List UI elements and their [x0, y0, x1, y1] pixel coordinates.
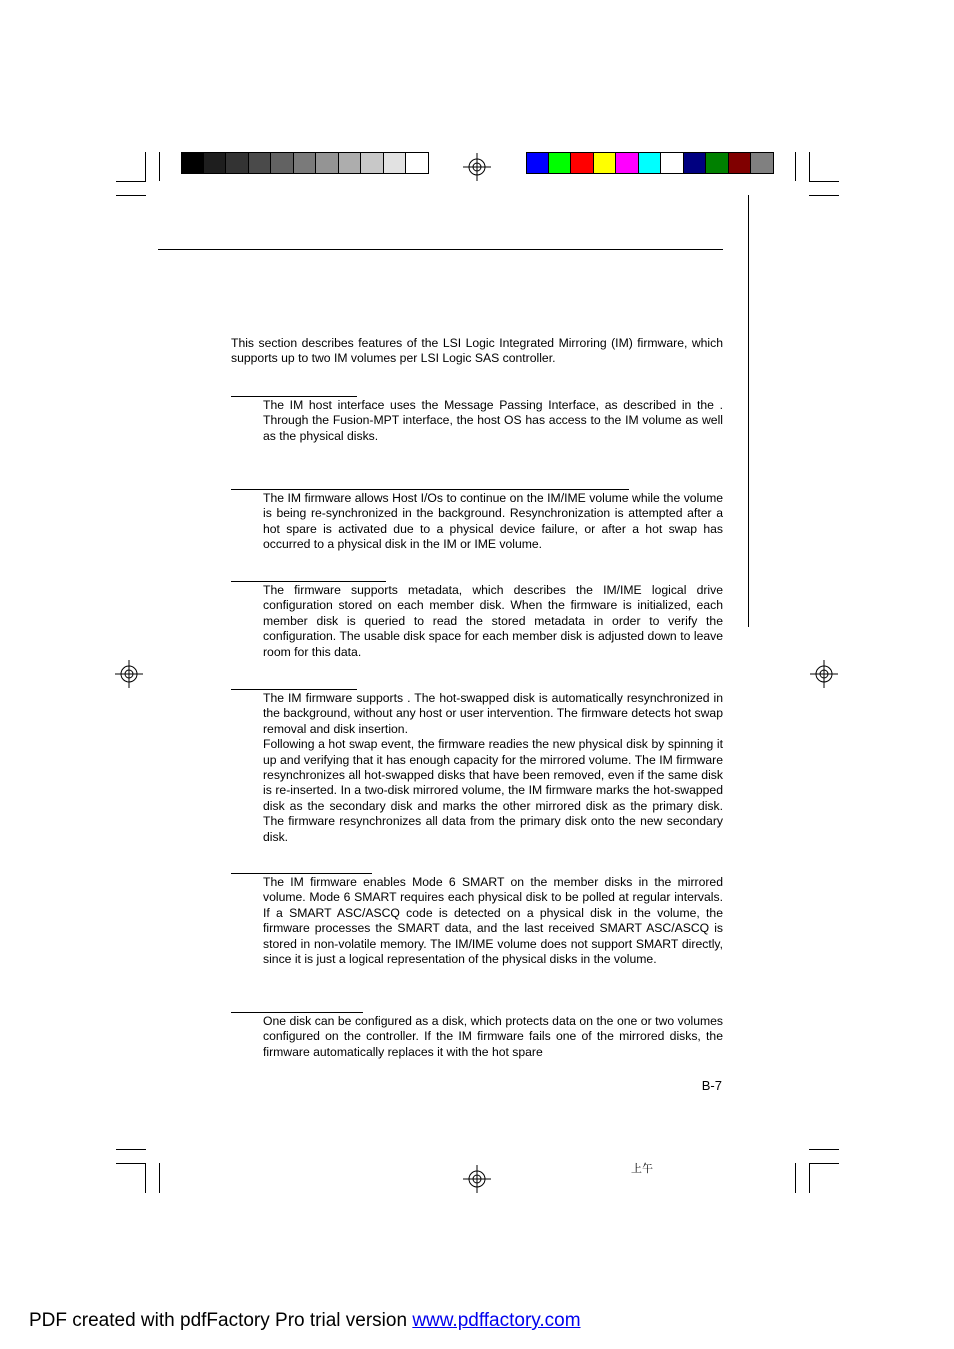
registration-mark-left — [115, 660, 143, 688]
gray-swatch — [361, 152, 384, 174]
crop-mark-top-left-h2 — [116, 195, 146, 196]
registration-mark-top — [463, 153, 491, 181]
crop-mark-bottom-right-h — [809, 1163, 839, 1164]
section-text-smart: The IM firmware enables Mode 6 SMART on the member disks in the mirrored volume. Mode 6 SMART requires each physical disk to be polled at regular intervals. If a SMART ASC/ASCQ code is detected on a physical disk in the volume, the firmware processes the SMART data, and the last received SMART ASC/ASCQ is stored in non-volatile memory. The IM/IME volume does not support SMART directly, since it is just a logical representation of the physical disks in the volume. — [263, 875, 723, 967]
color-swatch — [594, 152, 617, 174]
gray-swatch — [316, 152, 339, 174]
crop-mark-top-left-v1 — [145, 152, 146, 181]
color-swatch — [526, 152, 549, 174]
gray-swatch — [271, 152, 294, 174]
gray-swatch — [384, 152, 407, 174]
printer-time-mark: 上午 — [631, 1162, 653, 1175]
color-swatch — [706, 152, 729, 174]
crop-mark-bottom-left-v1 — [145, 1163, 146, 1193]
color-swatch — [571, 152, 594, 174]
color-swatch — [639, 152, 662, 174]
section-text-hot-swap — [263, 691, 723, 845]
gray-swatch — [406, 152, 429, 174]
hot-swap-paragraph-1: The IM firmware supports . The hot-swapped disk is automatically resynchronized in the background, without any host or user intervention. The firmware detects hot swap removal and disk insertion. — [263, 691, 723, 736]
crop-mark-top-right-v1 — [795, 152, 796, 181]
section-rule-hot-swap — [231, 689, 357, 690]
crop-mark-bottom-right-v1 — [795, 1163, 796, 1193]
registration-mark-right — [810, 660, 838, 688]
registration-mark-bottom — [463, 1165, 491, 1193]
footer-text: PDF created with pdfFactory Pro trial version — [29, 1310, 413, 1331]
section-rule-metadata — [231, 581, 386, 582]
intro-paragraph: This section describes features of the LSI Logic Integrated Mirroring (IM) firmware, which supports up to two IM volumes per LSI Logic SAS controller. — [231, 336, 723, 366]
header-rule — [158, 249, 723, 250]
crop-mark-top-left-h — [116, 181, 146, 182]
color-swatch — [616, 152, 639, 174]
gray-swatch — [339, 152, 362, 174]
crop-mark-bottom-right-h2 — [809, 1149, 839, 1150]
gray-calibration-strip — [181, 152, 429, 174]
section-rule-smart — [231, 873, 372, 874]
color-swatch — [751, 152, 774, 174]
color-swatch — [684, 152, 707, 174]
crop-mark-top-right-v2 — [809, 152, 810, 181]
gray-swatch — [249, 152, 272, 174]
section-rule-hot-spare — [231, 1012, 363, 1013]
crop-mark-bottom-left-h2 — [116, 1149, 146, 1150]
color-calibration-strip — [526, 152, 774, 174]
section-rule-host-interface — [231, 396, 357, 397]
gray-swatch — [181, 152, 204, 174]
section-text-host-interface: The IM host interface uses the Message Passing Interface, as described in the . Through the Fusion-MPT interface, the host OS has access to the IM volume as well as the physical disks. — [263, 398, 723, 443]
color-swatch — [661, 152, 684, 174]
hot-swap-paragraph-2: Following a hot swap event, the firmware readies the new physical disk by spinning it up and verifying that it has enough capacity for the mirrored volume. The IM firmware resynchronizes all hot-swapped disks that have been removed, even if the same disk is re-inserted. In a two-disk mirrored volume, the IM firmware marks the hot-swapped disk as the secondary disk and marks the other mirrored disk as the primary disk. The firmware resynchronizes all data from the primary disk onto the new secondary disk. — [263, 737, 723, 844]
crop-mark-top-right-h — [809, 181, 839, 182]
section-rule-resync — [231, 489, 629, 490]
crop-mark-top-right-h2 — [809, 195, 839, 196]
crop-mark-bottom-left-v2 — [159, 1163, 160, 1193]
page-number: B-7 — [701, 1078, 722, 1093]
section-text-metadata: The firmware supports metadata, which describes the IM/IME logical drive configuration stored on each member disk. When the firmware is initialized, each member disk is queried to read the stored metadata in order to verify the configuration. The usable disk space for each member disk is adjusted down to leave room for this data. — [263, 583, 723, 659]
color-swatch — [549, 152, 572, 174]
section-text-hot-spare: One disk can be configured as a disk, which protects data on the one or two volumes configured on the controller. If the IM firmware fails one of the mirrored disks, the firmware automatically replaces it with the hot spare — [263, 1014, 723, 1059]
section-text-resync: The IM firmware allows Host I/Os to continue on the IM/IME volume while the volume is being re-synchronized in the background. Resynchronization is attempted after a hot spare is activated due to a physical device failure, or after a hot swap has occurred to a physical disk in the IM or IME volume. — [263, 491, 723, 552]
crop-mark-top-left-v2 — [159, 152, 160, 181]
crop-mark-bottom-left-h — [116, 1163, 146, 1164]
gray-swatch — [294, 152, 317, 174]
gray-swatch — [226, 152, 249, 174]
right-margin-rule — [748, 195, 749, 627]
crop-mark-bottom-right-v2 — [809, 1163, 810, 1193]
color-swatch — [729, 152, 752, 174]
footer-link[interactable]: www.pdffactory.com — [412, 1310, 581, 1331]
pdf-footer — [29, 1310, 581, 1332]
gray-swatch — [204, 152, 227, 174]
